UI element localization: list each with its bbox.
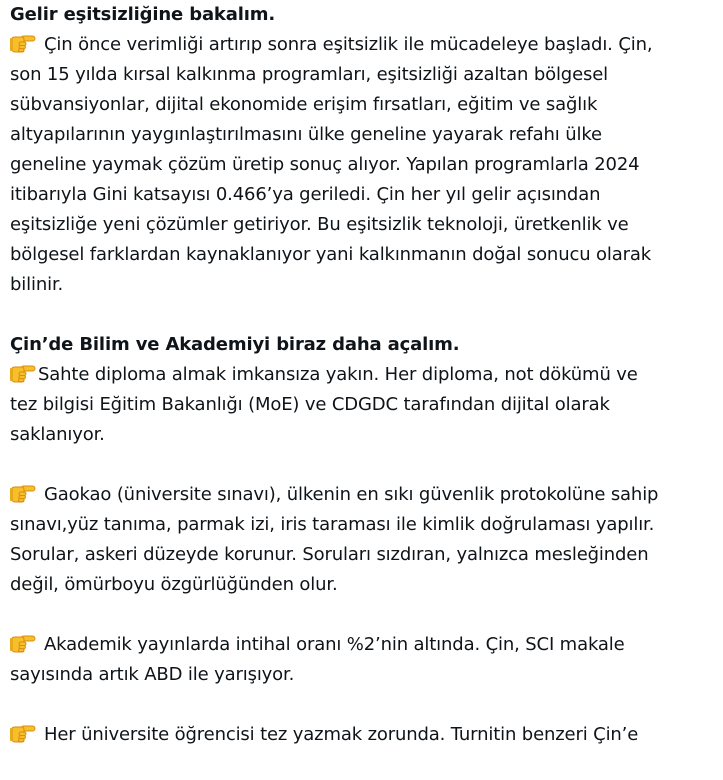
text-line: Çin önce verimliği artırıp sonra eşitsizlik ile mücadeleye başladı. Çin,	[10, 30, 720, 60]
text-line: sayısında artık ABD ile yarışıyor.	[10, 664, 295, 685]
text-line: tez bilgisi Eğitim Bakanlığı (MoE) ve CDGDC tarafından dijital olarak	[10, 394, 610, 415]
text-line: bölgesel farklardan kaynaklanıyor yani kalkınmanın doğal sonucu olarak	[10, 244, 652, 265]
heading-science-academia: Çin’de Bilim ve Akademiyi biraz daha açalım.	[10, 334, 460, 355]
paragraph-plagiarism	[10, 630, 720, 690]
text-line: saklanıyor.	[10, 424, 105, 445]
text-line: Sahte diploma almak imkansıza yakın. Her diploma, not dökümü ve	[10, 360, 720, 390]
text-line: Sorular, askeri düzeyde korunur. Soruları sızdıran, yalnızca mesleğinden	[10, 544, 649, 565]
section-income-inequality	[10, 0, 720, 300]
paragraph-thesis	[10, 720, 720, 750]
text-line: itibarıyla Gini katsayısı 0.466’ya geriledi. Çin her yıl gelir açısından	[10, 184, 601, 205]
post-body	[10, 0, 720, 780]
text-line: eşitsizliğe yeni çözümler getiriyor. Bu eşitsizlik teknoloji, üretkenlik ve	[10, 214, 629, 235]
backhand-index-pointing-right-icon	[10, 33, 36, 53]
text-line: altyapılarının yaygınlaştırılmasını ülke geneline yayarak refahı ülke	[10, 124, 602, 145]
text-line: geneline yaymak çözüm üretip sonuç alıyor. Yapılan programlarla 2024	[10, 154, 640, 175]
text-line: Akademik yayınlarda intihal oranı %2’nin altında. Çin, SCI makale	[10, 630, 720, 660]
paragraph-gaokao	[10, 480, 720, 600]
section-science-academia	[10, 330, 720, 450]
text-line: sınavı,yüz tanıma, parmak izi, iris taraması ile kimlik doğrulaması yapılır.	[10, 514, 655, 535]
heading-income-inequality: Gelir eşitsizliğine bakalım.	[10, 4, 276, 25]
backhand-index-pointing-right-icon	[10, 483, 36, 503]
backhand-index-pointing-right-icon	[10, 363, 36, 383]
text-line: değil, ömürboyu özgürlüğünden olur.	[10, 574, 338, 595]
text-line: son 15 yılda kırsal kalkınma programları, eşitsizliği azaltan bölgesel	[10, 64, 609, 85]
text-line: bilinir.	[10, 274, 64, 295]
text-line: Gaokao (üniversite sınavı), ülkenin en sıkı güvenlik protokolüne sahip	[10, 480, 720, 510]
text-line: sübvansiyonlar, dijital ekonomide erişim fırsatları, eğitim ve sağlık	[10, 94, 598, 115]
backhand-index-pointing-right-icon	[10, 633, 36, 653]
text-line: Her üniversite öğrencisi tez yazmak zorunda. Turnitin benzeri Çin’e	[10, 720, 720, 750]
backhand-index-pointing-right-icon	[10, 723, 36, 743]
